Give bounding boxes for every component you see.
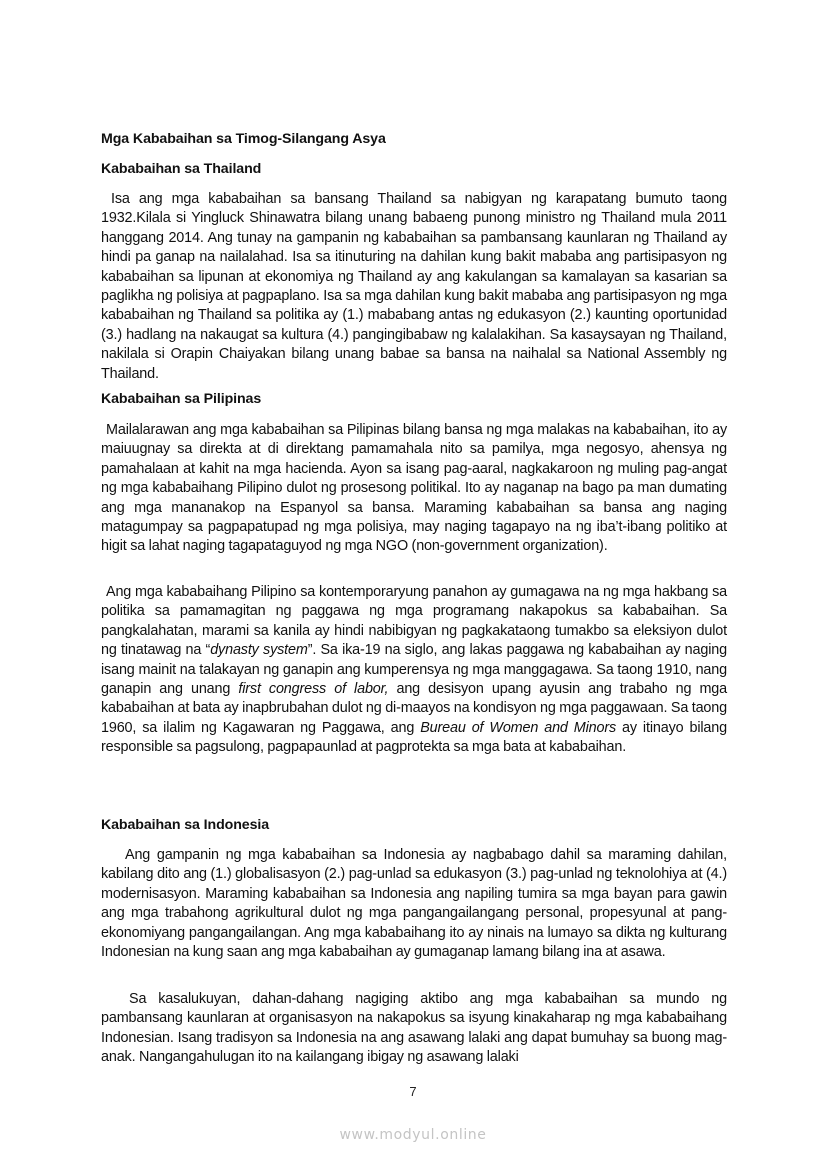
section-heading-pilipinas: Kababaihan sa Pilipinas — [101, 391, 262, 407]
watermark: www.modyul.online — [339, 1127, 487, 1143]
paragraph-indonesia-2: Sa kasalukuyan, dahan-dahang nagiging aktibo ang mga kababaihan sa mundo ng pambansang kaunlaran at organisasyon na nakapokus sa isyung kinakaharap ng mga kababaihang Indonesian. Isang tradisyon sa Indonesia na ang asawang lalaki ang dapat bumuhay sa buong mag-anak. Nangangahulugan ito na kailangang ibigay ng asawang lalaki — [101, 991, 727, 1066]
italic-term-first-congress: first congress of labor, — [238, 681, 389, 698]
section-heading-thailand: Kababaihan sa Thailand — [101, 161, 262, 177]
paragraph-pilipinas-1: Mailalarawan ang mga kababaihan sa Pilipinas bilang bansa ng mga malakas na kababaihan, ito ay maiuugnay sa direkta at di direktang pamamahala nito sa pamilya, mga negosyo, ahensya ng pamahalaan at kahit na mga hacienda. Ayon sa isang pag-aaral, nagkakaroon ng muling pag-angat ng mga kababaihang Pilipino dulot ng prosesong politikal. Ito ay naganap na bago pa man dumating ang mga mananakop na Espanyol sa bansa. Maraming kababaihan sa bansa ang naging matagumpay sa pagpapatupad ng mga polisiya, may naging tagapayo na ng iba’t-ibang politiko at higit sa lahat naging tagapataguyod ng mga NGO (non-government organization). — [101, 422, 727, 555]
paragraph-thailand: Isa ang mga kababaihan sa bansang Thailand sa nabigyan ng karapatang bumuto taong 1932.Kilala si Yingluck Shinawatra bilang unang babaeng punong ministro ng Thailand mula 2011 hanggang 2014. Ang tunay na gampanin ng kababaihan sa pambansang kaunlaran ng Thailand ay hindi pa ganap na nailalahad. Isa sa itinuturing na dahilan kung bakit mababa ang partisipasyon ng kababaihan sa lipunan at ekonomiya ng Thailand ay ang kakulangan sa kamalayan sa kasarian sa paglikha ng polisiya at pagpaplano. Isa sa mga dahilan kung bakit mababa ang partisipasyon ng mga kababaihan ng Thailand sa politika ay (1.) mababang antas ng edukasyon (2.) kaunting oportunidad (3.) hadlang na nakaugat sa kultura (4.) pangingibabaw ng kalalakihan. Sa kasaysayan ng Thailand, nakilala si Orapin Chaiyakan bilang unang babae sa bansa na naihalal sa National Assembly ng Thailand. — [101, 191, 727, 382]
paragraph-pilipinas-2: Ang mga kababaihang Pilipino sa kontemporaryung panahon ay gumagawa na ng mga hakbang sa politika sa pamamagitan ng paggawa ng mga programang nakapokus sa kababaihan. Sa pangkalahatan, marami sa kanila ay hindi nabibigyan ng pagkakataong tumakbo sa eleksiyon dulot ng tinatawag na “dynasty system”. Sa ika-19 na siglo, ang lakas paggawa ng kababaihan ay naging isang mainit na talakayan ng ganapin ang kumperensya ng mga manggagawa. Sa taong 1910, nang ganapin ang unang first congress of labor, ang desisyon upang ayusin ang trabaho ng mga kababaihan at bata ay inapbrubahan dulot ng di-maayos na kondisyon ng mga paggawaan. Sa taong 1960, sa ilalim ng Kagawaran ng Paggawa, ang Bureau of Women and Minors ay itinayo bilang responsible sa pagsulong, pagpapaunlad at pagprotekta sa mga bata at kababaihan. — [101, 584, 728, 756]
document-title: Mga Kababaihan sa Timog-Silangang Asya — [101, 131, 386, 147]
italic-term-dynasty-system: dynasty system — [210, 642, 308, 659]
paragraph-indonesia-1: Ang gampanin ng mga kababaihan sa Indonesia ay nagbabago dahil sa maraming dahilan, kabilang dito ang (1.) globalisasyon (2.) pag-unlad sa edukasyon (3.) pag-unlad ng teknolohiya at (4.) modernisasyon. Maraming kababaihan sa Indonesia ang napiling tumira sa mga bayan para gawin ang mga trabahong agrikultural dulot ng mga pangangailangang personal, propesyunal at pang-ekonomiyang pangangailangan. Ang mga kababaihang ito ay ninais na lumayo sa dikta ng kulturang Indonesian na kung saan ang mga kababaihan ay gumaganap lamang bilang ina at asawa. — [101, 847, 727, 961]
page-number: 7 — [409, 1084, 417, 1099]
section-heading-indonesia: Kababaihan sa Indonesia — [101, 817, 269, 833]
italic-term-bureau: Bureau of Women and Minors — [420, 719, 617, 736]
